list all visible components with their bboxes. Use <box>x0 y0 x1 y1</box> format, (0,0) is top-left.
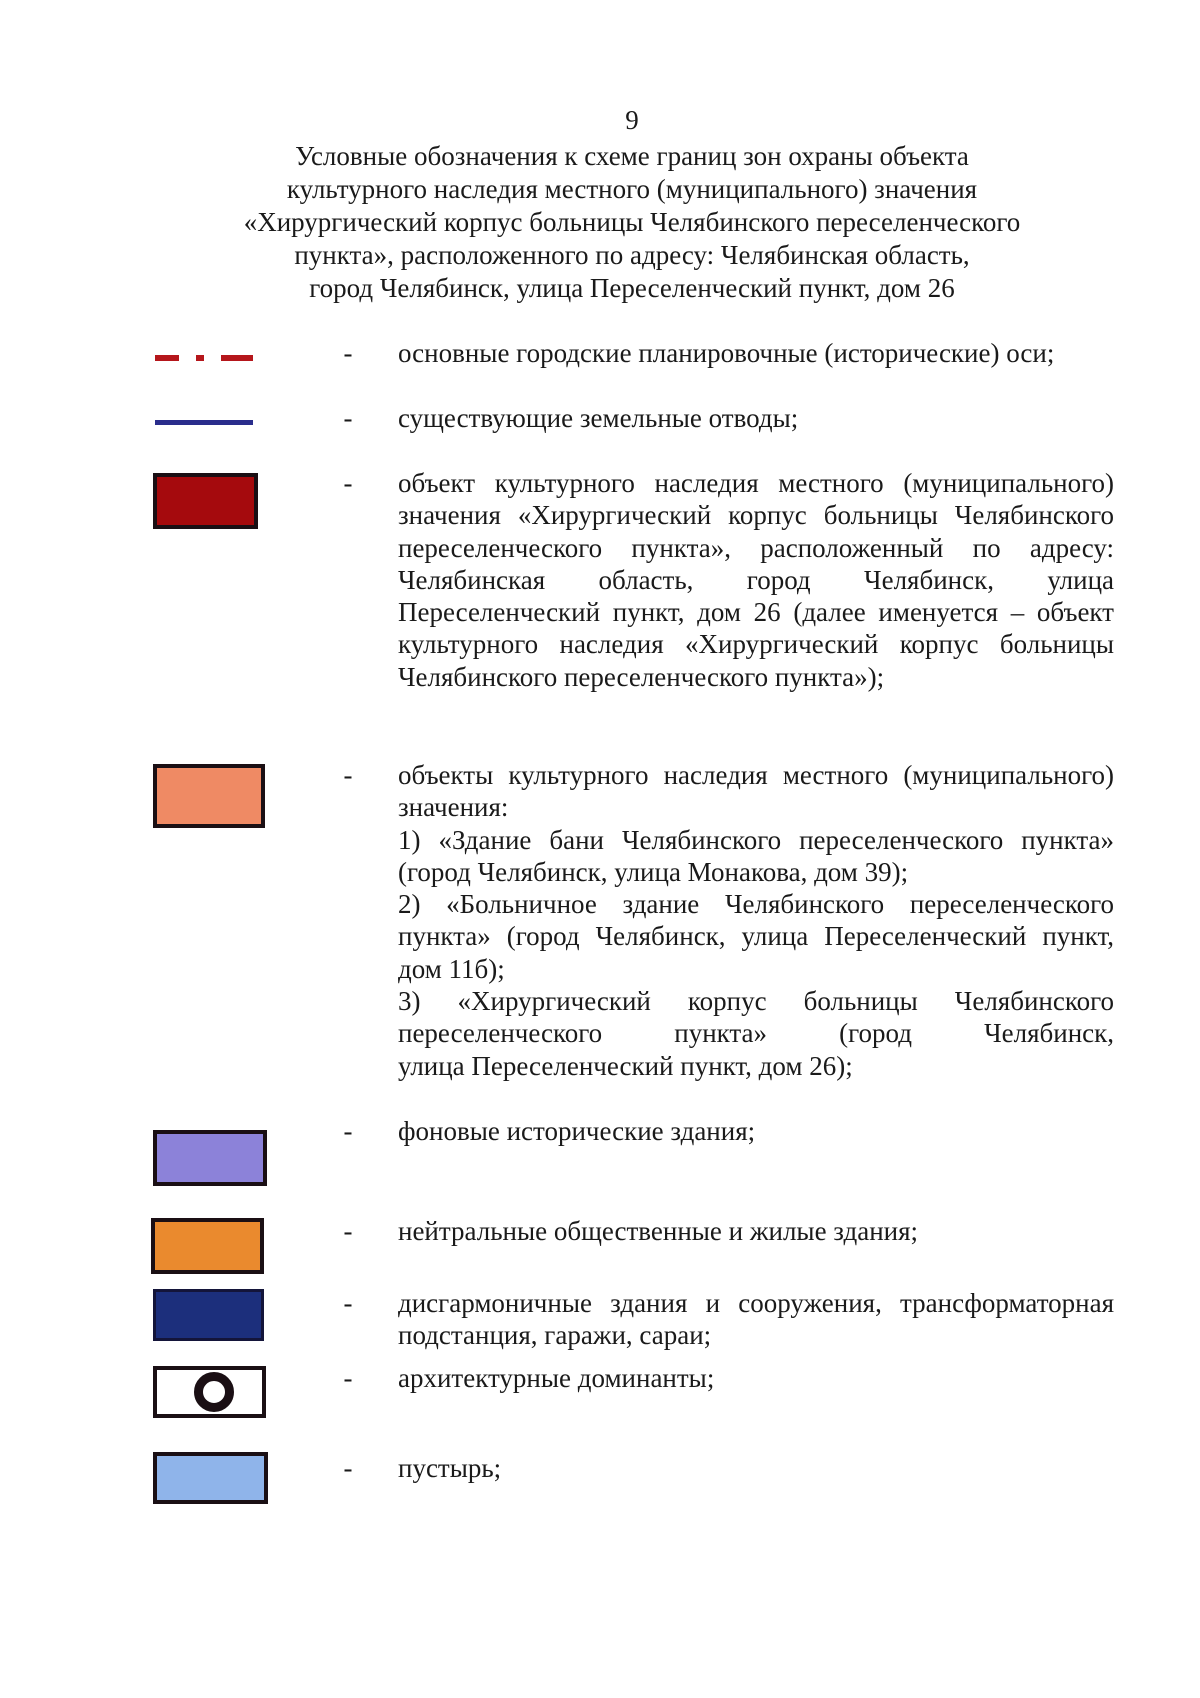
page-number: 9 <box>625 105 639 135</box>
legend-dash: - <box>343 1116 353 1146</box>
document-title <box>150 140 1114 305</box>
legend-dash: - <box>343 1216 353 1246</box>
legend-description: архитектурные доминанты; <box>398 1363 715 1393</box>
title-line: город Челябинск, улица Переселенческий пункт, дом 26 <box>309 273 955 303</box>
title-line: Условные обозначения к схеме границ зон охраны объекта <box>295 141 969 171</box>
legend-description: объекты культурного наследия местного (муниципального) значения: 1) «Здание бани Челябинского переселенческого пункта» (город Челябинск, улица Монакова, дом 39); 2) «Больничное здание Челябинского переселенческого пункта» (город Челябинск, улица Переселенческий пункт, дом 11б); 3) «Хирургический корпус больницы Челябинского переселенческого пункта» (город Челябинск, улица Переселенческий пункт, дом 26); <box>398 760 1114 1081</box>
legend-description: фоновые исторические здания; <box>398 1116 756 1146</box>
legend-description: объект культурного наследия местного (муниципального) значения «Хирургический корпус больницы Челябинского переселенческого пункта», расположенный по адресу: Челябинская область, город Челябинск, улица Переселенческий пункт, дом 26 (далее именуется – объект культурного наследия «Хирургический корпус больницы Челябинского переселенческого пункта»); <box>398 468 1114 692</box>
orange-rectangle-icon <box>151 1218 264 1274</box>
legend-description: нейтральные общественные и жилые здания; <box>398 1216 919 1246</box>
legend-dash: - <box>343 1363 353 1393</box>
legend-dash: - <box>343 468 353 498</box>
legend-dash: - <box>343 760 353 790</box>
dark-red-rectangle-icon <box>153 473 258 529</box>
legend-description: существующие земельные отводы; <box>398 403 799 433</box>
blue-line-icon <box>155 420 253 425</box>
title-line: «Хирургический корпус больницы Челябинского переселенческого <box>243 207 1021 237</box>
title-line: культурного наследия местного (муниципального) значения <box>286 174 978 204</box>
legend-dash: - <box>343 1453 353 1483</box>
legend-description: дисгармоничные здания и сооружения, трансформаторная подстанция, гаражи, сараи; <box>398 1288 1114 1351</box>
light-blue-rectangle-icon <box>153 1452 268 1504</box>
legend-description: основные городские планировочные (исторические) оси; <box>398 338 1055 368</box>
title-line: пункта», расположенного по адресу: Челябинская область, <box>294 240 970 270</box>
salmon-rectangle-icon <box>153 764 265 828</box>
lavender-rectangle-icon <box>153 1130 267 1186</box>
legend-dash: - <box>343 1288 353 1318</box>
navy-rectangle-icon <box>153 1289 264 1341</box>
ring-rectangle-icon <box>153 1366 266 1418</box>
legend-dash: - <box>343 338 353 368</box>
ring-icon <box>194 1372 234 1412</box>
legend-dash: - <box>343 403 353 433</box>
legend-description: пустырь; <box>398 1453 502 1483</box>
red-dash-dot-line-icon <box>155 355 253 361</box>
